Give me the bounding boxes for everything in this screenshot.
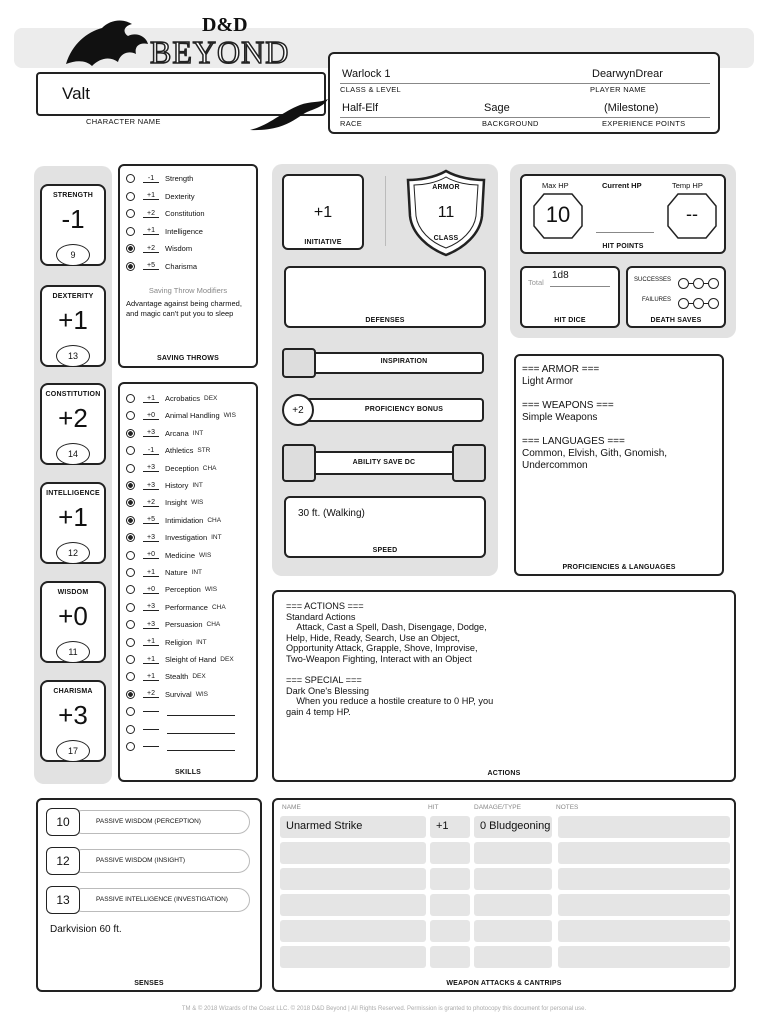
proficiency-bubble[interactable] — [126, 481, 135, 490]
ability-score: 14 — [67, 449, 78, 459]
attacks-header-hit: HIT — [428, 804, 439, 811]
attack-cell — [558, 842, 730, 864]
speed-box — [284, 496, 486, 558]
background-label: BACKGROUND — [482, 119, 539, 128]
saving-throw-value: +2 — [143, 210, 159, 218]
proficiency-bubble[interactable] — [126, 498, 135, 507]
passive-sense — [46, 808, 250, 836]
ability-save-dc-bar — [282, 444, 486, 482]
skill-name: Acrobatics — [165, 394, 201, 403]
proficiency-bubble[interactable] — [126, 707, 135, 716]
skill-ability: INT — [196, 638, 207, 646]
skill-value: +3 — [143, 621, 159, 629]
death-save-failure-2[interactable] — [693, 298, 704, 309]
max-hp-label: Max HP — [542, 181, 569, 190]
ability-modifier: +0 — [58, 601, 88, 631]
skill-name-line — [167, 742, 235, 751]
proficiency-bubble[interactable] — [126, 620, 135, 629]
saving-throw-row — [126, 258, 254, 275]
skill-value: +1 — [143, 395, 159, 403]
skill-value: +5 — [143, 516, 159, 524]
attack-cell — [558, 868, 730, 890]
hit-dice-box — [520, 266, 620, 328]
ability-block — [40, 285, 106, 367]
ability-name: STRENGTH — [52, 192, 94, 199]
proficiency-bubble[interactable] — [126, 516, 135, 525]
attack-cell-text: +1 — [436, 820, 449, 832]
proficiency-bubble[interactable] — [126, 394, 135, 403]
skill-ability: CHA — [211, 603, 226, 611]
actions-title: ACTIONS — [487, 770, 521, 777]
ability-score: 12 — [67, 548, 78, 558]
skill-row — [126, 721, 258, 738]
death-saves-box — [626, 266, 726, 328]
footer-legal: TM & © 2018 Wizards of the Coast LLC. © 2018 D&D Beyond | All Rights Reserved. Permission is granted to photocopy this document for personal use. — [181, 1006, 587, 1012]
max-hp-value: 10 — [545, 202, 571, 227]
saving-throw-name: Wisdom — [165, 244, 193, 253]
skill-row — [126, 512, 258, 529]
skill-name: Performance — [165, 602, 208, 612]
attack-cell — [558, 816, 730, 838]
skill-row — [126, 686, 258, 703]
proficiency-bubble[interactable] — [126, 585, 135, 594]
ability-block — [40, 383, 106, 465]
dnd-beyond-logo — [62, 14, 312, 74]
proficiency-bubble[interactable] — [126, 227, 135, 236]
ability-block — [40, 680, 106, 762]
skill-row — [126, 529, 258, 546]
skill-name: Nature — [165, 568, 188, 577]
skill-ability: INT — [192, 482, 203, 489]
ability-score-oval — [56, 740, 90, 762]
attack-cell — [280, 816, 426, 838]
skill-ability: WIS — [204, 586, 218, 594]
actions-text: === ACTIONS === Standard Actions Attack, Cast a Spell, Dash, Disengage, Dodge, Help, Hide, Ready, Search, Use an Object, Opportunity Attack, Grapple, Shove, Improvise, Two-Weapon Fighting, Interact with an Object === SPECIAL === Dark One's Blessing When you reduce a hostile creature to 0 HP, you gain 4 temp HP. — [286, 601, 494, 717]
proficiency-bubble[interactable] — [126, 464, 135, 473]
attacks-title: WEAPON ATTACKS & CANTRIPS — [446, 980, 562, 987]
skill-ability: WIS — [223, 412, 236, 420]
proficiency-bubble[interactable] — [126, 411, 135, 420]
skill-row — [126, 616, 258, 633]
attack-cell — [474, 946, 552, 968]
proficiency-bonus-circle — [282, 394, 314, 426]
skill-ability: CHA — [202, 464, 217, 472]
proficiencies-title: PROFICIENCIES & LANGUAGES — [562, 564, 676, 571]
attack-cell — [430, 868, 470, 890]
skill-row — [126, 651, 258, 668]
skill-ability: WIS — [199, 551, 212, 559]
skill-name: Religion — [165, 637, 193, 647]
skill-value: +1 — [143, 656, 159, 664]
hit-dice-line — [550, 286, 610, 287]
attacks-header-damage: DAMAGE/TYPE — [474, 804, 521, 811]
initiative-divider — [385, 176, 386, 246]
skill-name: Persuasion — [165, 620, 203, 630]
current-hp-label: Current HP — [602, 181, 642, 190]
skill-name: Medicine — [165, 550, 196, 560]
save-dc-left-end — [282, 444, 316, 482]
skill-value: +0 — [143, 412, 159, 420]
ability-name: INTELLIGENCE — [46, 490, 100, 497]
saving-throw-name: Strength — [165, 174, 194, 183]
attack-cell — [430, 842, 470, 864]
saving-throw-row — [126, 240, 254, 257]
failure-bubbles — [678, 295, 722, 307]
attack-cell — [430, 816, 470, 838]
skill-ability: WIS — [195, 690, 208, 698]
proficiency-bubble[interactable] — [126, 568, 135, 577]
saving-throw-list — [126, 170, 254, 280]
skill-value: +2 — [143, 499, 159, 507]
skill-ability: DEX — [192, 673, 206, 681]
ability-score: 11 — [68, 647, 78, 657]
saving-throw-name: Constitution — [165, 209, 205, 218]
header-line-2 — [340, 117, 710, 118]
death-save-success-2[interactable] — [693, 278, 704, 289]
hit-dice-title: HIT DICE — [554, 317, 586, 324]
attack-cell — [280, 894, 426, 916]
skill-ability: INT — [211, 534, 222, 542]
skill-value — [143, 746, 159, 747]
skill-value — [143, 729, 159, 730]
proficiency-bubble[interactable] — [126, 174, 135, 183]
attack-cell — [280, 920, 426, 942]
skill-name: History — [165, 481, 189, 490]
skill-row — [126, 494, 258, 511]
ability-block — [40, 581, 106, 663]
skill-value: +0 — [143, 586, 159, 594]
skill-name: Perception — [165, 585, 201, 595]
proficiency-bonus-bar — [282, 394, 486, 426]
character-info-box — [328, 52, 720, 134]
skill-value: +1 — [143, 638, 159, 646]
skill-value: +3 — [143, 464, 159, 472]
skill-row — [126, 581, 258, 598]
death-save-success-3[interactable] — [708, 278, 719, 289]
character-name: Valt — [62, 84, 91, 103]
ability-modifier: +1 — [58, 305, 88, 335]
ability-score: 9 — [70, 250, 76, 260]
proficiency-bubble[interactable] — [126, 725, 135, 734]
passive-sense-value: 13 — [56, 893, 70, 907]
skill-ability: INT — [191, 569, 202, 576]
ability-modifier: +3 — [58, 700, 88, 730]
ability-score-oval — [56, 641, 90, 663]
skill-ability: DEX — [204, 395, 218, 402]
player-name-value: DearwynDrear — [592, 68, 663, 80]
attack-cell — [474, 816, 552, 838]
passive-sense-value: 10 — [56, 815, 70, 829]
proficiency-bubble[interactable] — [126, 672, 135, 681]
ability-name: DEXTERITY — [52, 293, 94, 300]
saving-throws-box — [118, 164, 258, 368]
ability-score-oval — [56, 542, 90, 564]
save-dc-right-end — [452, 444, 486, 482]
ability-name: CHARISMA — [53, 688, 93, 695]
proficiency-bubble[interactable] — [126, 655, 135, 664]
attack-cell — [280, 842, 426, 864]
ability-score: 13 — [67, 351, 78, 361]
proficiency-bubble[interactable] — [126, 429, 135, 438]
ability-block — [40, 482, 106, 564]
skill-name: Insight — [165, 498, 188, 508]
attack-cell — [558, 920, 730, 942]
dragon-logo-icon — [62, 14, 152, 72]
skill-value: +3 — [143, 534, 159, 542]
header-line-1 — [340, 83, 710, 84]
proficiency-bubble[interactable] — [126, 638, 135, 647]
skill-name: Sleight of Hand — [165, 655, 217, 664]
skill-value: -1 — [143, 447, 159, 455]
character-name-label: CHARACTER NAME — [86, 117, 161, 126]
hit-dice-total-label: Total — [528, 278, 544, 287]
death-save-failure-1[interactable] — [678, 298, 689, 309]
proficiencies-box — [514, 354, 724, 576]
skill-row — [126, 425, 258, 442]
skill-row — [126, 460, 258, 477]
saving-throw-value: +2 — [143, 245, 159, 253]
passive-sense-value: 12 — [56, 854, 70, 868]
attack-cell-text: Unarmed Strike — [286, 820, 363, 832]
skills-box — [118, 382, 258, 782]
attack-cell — [474, 920, 552, 942]
saving-throw-row — [126, 170, 254, 187]
skill-row — [126, 738, 258, 755]
skill-ability: STR — [197, 447, 211, 455]
skill-ability: DEX — [220, 656, 234, 663]
proficiency-bubble[interactable] — [126, 603, 135, 612]
skill-row — [126, 703, 258, 720]
senses-title: SENSES — [134, 980, 164, 987]
initiative-box — [282, 174, 364, 250]
temp-hp-label: Temp HP — [672, 181, 703, 190]
logo-beyond-text: BEYOND — [150, 34, 290, 70]
armor-class-label: CLASS — [433, 235, 459, 242]
proficiencies-text: === ARMOR === Light Armor === WEAPONS === Simple Weapons === LANGUAGES === Common, Elvish, Gith, Gnomish, Undercommon — [522, 364, 668, 471]
passive-sense-value-box — [46, 886, 80, 914]
attack-cell — [558, 894, 730, 916]
ability-name: WISDOM — [57, 589, 89, 596]
skill-name: Survival — [165, 689, 192, 699]
skill-row — [126, 407, 258, 424]
current-hp-line — [596, 232, 654, 233]
skill-name-line — [167, 725, 235, 734]
defenses-box — [284, 266, 486, 328]
initiative-label: INITIATIVE — [304, 239, 342, 246]
skill-list — [126, 390, 258, 760]
skill-name: Animal Handling — [165, 411, 220, 421]
proficiency-bonus-value: +2 — [292, 405, 304, 416]
failures-label: FAILURES — [642, 297, 672, 303]
skill-ability: CHA — [207, 516, 222, 524]
passive-sense-value-box — [46, 808, 80, 836]
ability-score: 17 — [67, 746, 78, 756]
experience-value: (Milestone) — [604, 102, 659, 114]
attack-cell-text: 0 Bludgeoning — [480, 820, 551, 832]
saving-throw-value: +1 — [143, 192, 159, 200]
initiative-value: +1 — [313, 204, 333, 221]
skill-value: +2 — [143, 690, 159, 698]
ability-name: CONSTITUTION — [45, 391, 101, 398]
attack-cell — [280, 946, 426, 968]
armor-label: ARMOR — [432, 184, 460, 191]
passive-sense-value-box — [46, 847, 80, 875]
senses-box — [36, 798, 262, 992]
attack-cell — [280, 868, 426, 890]
ability-score-oval — [56, 443, 90, 465]
skill-name: Athletics — [165, 446, 194, 456]
skill-name-line — [167, 707, 235, 716]
proficiency-bubble[interactable] — [126, 690, 135, 699]
skill-name: Deception — [165, 463, 199, 473]
class-level-label: CLASS & LEVEL — [340, 85, 402, 94]
attacks-box — [272, 798, 736, 992]
attack-cell — [474, 894, 552, 916]
attack-cell — [430, 894, 470, 916]
skill-row — [126, 390, 258, 407]
temp-hp-value: -- — [686, 204, 698, 224]
skill-name: Stealth — [165, 672, 189, 682]
saving-throw-value: -1 — [143, 175, 159, 183]
inspiration-label: INSPIRATION — [380, 358, 428, 365]
proficiency-bonus-label: PROFICIENCY BONUS — [364, 406, 444, 413]
defenses-label: DEFENSES — [365, 317, 405, 324]
proficiency-bubble[interactable] — [126, 262, 135, 271]
proficiency-bubble[interactable] — [126, 446, 135, 455]
skill-value: +0 — [143, 551, 159, 559]
attack-cell — [430, 946, 470, 968]
ability-score-oval — [56, 244, 90, 266]
ability-modifier: -1 — [61, 204, 85, 234]
skill-row — [126, 547, 258, 564]
ability-score-oval — [56, 345, 90, 367]
passive-sense-label: PASSIVE WISDOM (PERCEPTION) — [96, 818, 201, 825]
hit-points-title: HIT POINTS — [602, 243, 644, 250]
skill-name: Intimidation — [165, 515, 204, 525]
saving-throw-modifiers-text: Advantage against being charmed, and magic can't put you to sleep — [126, 299, 242, 318]
skill-value: +3 — [143, 482, 159, 490]
skills-title: SKILLS — [174, 769, 202, 776]
skill-value — [143, 711, 159, 712]
armor-class-value: 11 — [437, 204, 455, 221]
success-bubbles — [678, 275, 722, 287]
saving-throw-row — [126, 223, 254, 240]
attacks-header-notes: NOTES — [556, 804, 579, 811]
skill-row — [126, 564, 258, 581]
saving-throw-row — [126, 188, 254, 205]
saving-throw-name: Charisma — [165, 261, 198, 271]
passive-sense-label: PASSIVE INTELLIGENCE (INVESTIGATION) — [96, 896, 228, 903]
skill-value: +3 — [143, 603, 159, 611]
death-saves-title: DEATH SAVES — [650, 317, 702, 324]
proficiency-bubble[interactable] — [126, 192, 135, 201]
proficiency-bubble[interactable] — [126, 742, 135, 751]
ability-modifier: +1 — [58, 502, 88, 532]
dragon-tail-icon — [250, 95, 330, 135]
passive-sense — [46, 847, 250, 875]
skill-row — [126, 477, 258, 494]
proficiency-bubble[interactable] — [126, 551, 135, 560]
skill-ability: CHA — [206, 621, 221, 629]
skill-ability: WIS — [191, 499, 204, 507]
inspiration-bar-end — [282, 348, 316, 378]
background-value: Sage — [484, 102, 510, 114]
ability-save-dc-label: ABILITY SAVE DC — [352, 459, 416, 466]
player-name-label: PLAYER NAME — [590, 85, 647, 94]
actions-box — [272, 590, 736, 782]
race-value: Half-Elf — [342, 102, 379, 114]
saving-throw-modifiers-label: Saving Throw Modifiers — [148, 286, 228, 295]
saving-throw-value: +1 — [143, 227, 159, 235]
class-level-value: Warlock 1 — [342, 68, 391, 80]
attack-cell — [430, 920, 470, 942]
skill-row — [126, 599, 258, 616]
skill-row — [126, 634, 258, 651]
ability-modifier: +2 — [58, 403, 88, 433]
saving-throw-name: Intelligence — [165, 226, 203, 236]
character-name-line — [40, 115, 280, 116]
saving-throws-title: SAVING THROWS — [157, 355, 219, 362]
successes-label: SUCCESSES — [634, 277, 672, 283]
proficiency-bubble[interactable] — [126, 209, 135, 218]
skill-value: +1 — [143, 673, 159, 681]
saving-throw-name: Dexterity — [165, 191, 195, 201]
proficiency-bubble[interactable] — [126, 244, 135, 253]
death-save-success-1[interactable] — [678, 278, 689, 289]
attack-cell — [474, 842, 552, 864]
race-label: RACE — [340, 119, 363, 128]
experience-label: EXPERIENCE POINTS — [602, 119, 686, 128]
skill-ability: INT — [192, 429, 204, 437]
skill-row — [126, 442, 258, 459]
ability-block — [40, 184, 106, 266]
proficiency-bubble[interactable] — [126, 533, 135, 542]
skill-name: Arcana — [165, 428, 189, 438]
attacks-header-name: NAME — [282, 804, 301, 811]
skill-value: +3 — [143, 429, 159, 437]
hit-dice-value: 1d8 — [552, 270, 569, 281]
hit-points-box — [520, 174, 726, 254]
logo-dnd-text: D&D — [202, 14, 248, 36]
skill-name: Investigation — [165, 533, 208, 543]
senses-extra: Darkvision 60 ft. — [50, 924, 122, 935]
passive-sense — [46, 886, 250, 914]
passive-sense-label: PASSIVE WISDOM (INSIGHT) — [96, 857, 186, 864]
skill-value: +1 — [143, 569, 159, 577]
skill-row — [126, 668, 258, 685]
saving-throw-row — [126, 205, 254, 222]
attack-cell — [558, 946, 730, 968]
inspiration-bar[interactable] — [282, 348, 486, 378]
death-save-failure-3[interactable] — [708, 298, 719, 309]
speed-label: SPEED — [372, 547, 398, 554]
saving-throw-value: +5 — [143, 262, 159, 270]
attack-cell — [474, 868, 552, 890]
speed-value: 30 ft. (Walking) — [298, 508, 365, 519]
